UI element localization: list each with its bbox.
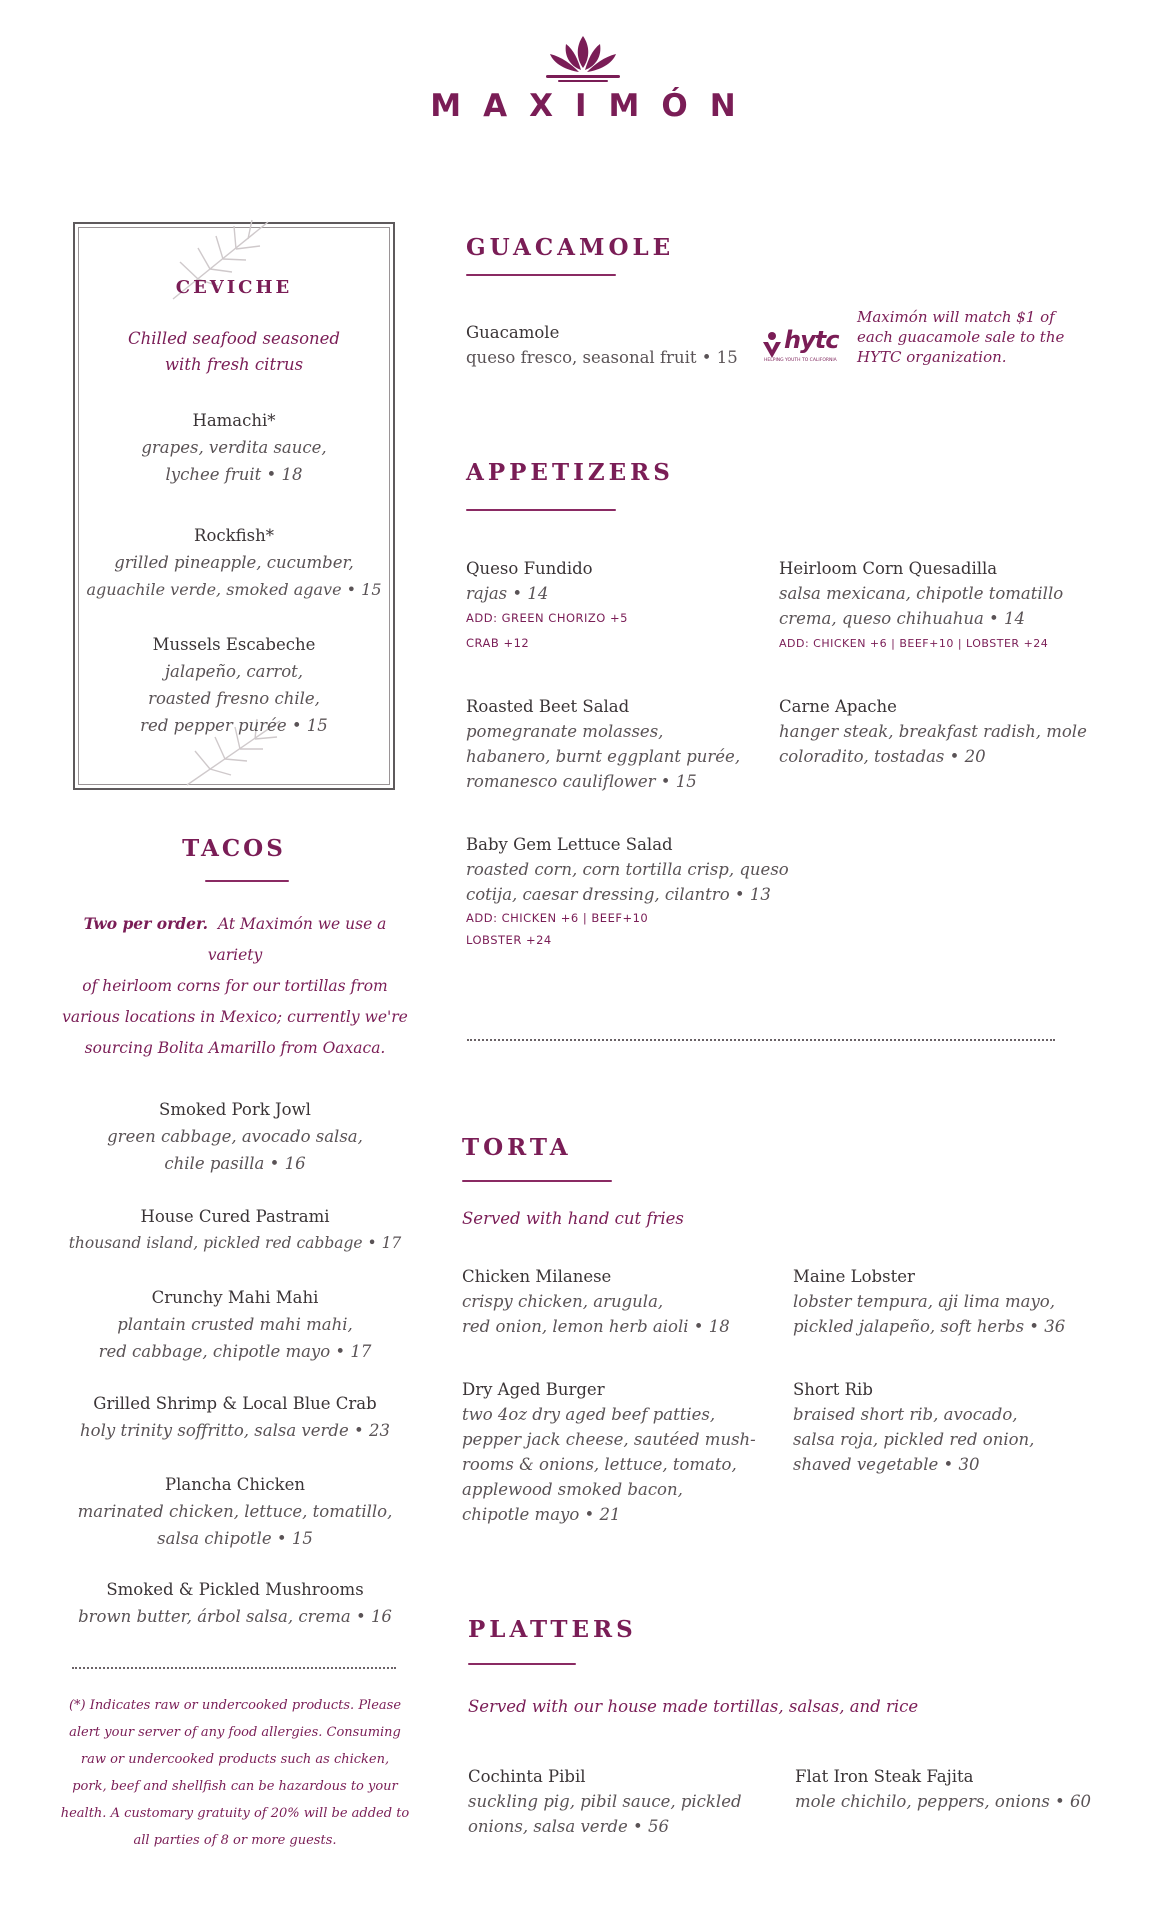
appetizer-item bbox=[779, 694, 1087, 769]
torta-item bbox=[462, 1264, 730, 1339]
item-desc: rooms & onions, lettuce, tomato, bbox=[462, 1455, 737, 1474]
hytc-logo bbox=[760, 326, 850, 366]
item-desc: rajas • 14 bbox=[466, 584, 549, 603]
hytc-match-line: HYTC organization. bbox=[857, 348, 1007, 366]
guacamole-item bbox=[466, 320, 738, 370]
item-desc: salsa roja, pickled red onion, bbox=[793, 1430, 1035, 1449]
item-desc: lobster tempura, aji lima mayo, bbox=[793, 1292, 1055, 1311]
item-add-on: ADD: GREEN CHORIZO +5 bbox=[466, 611, 628, 625]
appetizers-title: APPETIZERS bbox=[466, 459, 674, 486]
item-desc: queso fresco, seasonal fruit • 15 bbox=[466, 348, 738, 367]
item-desc: red onion, lemon herb aioli • 18 bbox=[462, 1317, 730, 1336]
hytc-logo-text: hytc bbox=[784, 326, 839, 354]
item-desc: red cabbage, chipotle mayo • 17 bbox=[98, 1342, 372, 1361]
item-name: Flat Iron Steak Fajita bbox=[795, 1767, 974, 1786]
item-name: Grilled Shrimp & Local Blue Crab bbox=[93, 1394, 377, 1413]
section-rule bbox=[205, 880, 289, 882]
item-desc: holy trinity soffritto, salsa verde • 23 bbox=[80, 1421, 390, 1440]
item-name: Carne Apache bbox=[779, 697, 897, 716]
appetizer-item bbox=[779, 556, 1063, 656]
disclaimer-line: health. A customary gratuity of 20% will be added to bbox=[60, 1806, 410, 1821]
section-rule bbox=[466, 274, 616, 276]
appetizer-item bbox=[466, 694, 740, 794]
item-desc: chipotle mayo • 21 bbox=[462, 1505, 621, 1524]
hytc-match-note bbox=[857, 307, 1064, 367]
ceviche-item bbox=[73, 631, 395, 739]
item-desc: pomegranate molasses, bbox=[466, 722, 664, 741]
item-name: Short Rib bbox=[793, 1380, 873, 1399]
hytc-match-line: each guacamole sale to the bbox=[857, 328, 1065, 346]
torta-item bbox=[462, 1377, 756, 1527]
platter-item bbox=[468, 1764, 742, 1839]
item-desc: grilled pineapple, cucumber, bbox=[114, 553, 354, 572]
hytc-logo-subtext: HELPING YOUTH TO CALIFORNIA bbox=[764, 358, 837, 363]
item-desc: crema, queso chihuahua • 14 bbox=[779, 609, 1026, 628]
item-name: Roasted Beet Salad bbox=[466, 697, 630, 716]
item-desc: onions, salsa verde • 56 bbox=[468, 1817, 670, 1836]
item-name: Crunchy Mahi Mahi bbox=[151, 1288, 319, 1307]
item-name: Mussels Escabeche bbox=[152, 635, 316, 654]
disclaimer-line: pork, beef and shellfish can be hazardous to your bbox=[72, 1779, 398, 1794]
disclaimer-line: alert your server of any food allergies. Consuming bbox=[69, 1725, 401, 1740]
hytc-match-line: Maximón will match $1 of bbox=[857, 308, 1055, 326]
item-desc: green cabbage, avocado salsa, bbox=[107, 1127, 363, 1146]
tacos-title: TACOS bbox=[182, 835, 286, 862]
tacos-intro-line: of heirloom corns for our tortillas from bbox=[82, 977, 388, 995]
appetizer-item bbox=[466, 556, 628, 656]
torta-title: TORTA bbox=[462, 1134, 572, 1161]
taco-item bbox=[60, 1576, 410, 1630]
torta-item bbox=[793, 1377, 1034, 1477]
item-name: Dry Aged Burger bbox=[462, 1380, 605, 1399]
item-desc: salsa chipotle • 15 bbox=[157, 1529, 313, 1548]
tacos-intro-bold: Two per order. bbox=[83, 914, 209, 933]
item-name: Cochinta Pibil bbox=[468, 1767, 586, 1786]
disclaimer bbox=[60, 1692, 410, 1854]
ceviche-subtitle-line: with fresh citrus bbox=[164, 355, 304, 374]
hytc-logo-icon bbox=[760, 330, 784, 360]
item-name: Hamachi* bbox=[192, 411, 276, 430]
item-name: Baby Gem Lettuce Salad bbox=[466, 835, 673, 854]
item-desc: braised short rib, avocado, bbox=[793, 1405, 1018, 1424]
item-desc: lychee fruit • 18 bbox=[165, 465, 303, 484]
item-desc: coloradito, tostadas • 20 bbox=[779, 747, 986, 766]
appetizer-item bbox=[466, 832, 789, 951]
section-rule bbox=[466, 509, 616, 511]
disclaimer-line: raw or undercooked products such as chicken, bbox=[80, 1752, 390, 1767]
tacos-intro-line bbox=[60, 908, 410, 971]
item-name: Heirloom Corn Quesadilla bbox=[779, 559, 998, 578]
disclaimer-line: (*) Indicates raw or undercooked products. Please bbox=[68, 1698, 402, 1713]
item-desc: shaved vegetable • 30 bbox=[793, 1455, 980, 1474]
guacamole-title: GUACAMOLE bbox=[466, 234, 675, 261]
item-name: House Cured Pastrami bbox=[140, 1207, 330, 1226]
item-add-on: ADD: CHICKEN +6 | BEEF+10 | LOBSTER +24 bbox=[779, 637, 1049, 650]
item-desc: chile pasilla • 16 bbox=[164, 1154, 306, 1173]
platters-note: Served with our house made tortillas, salsas, and rice bbox=[468, 1697, 919, 1716]
item-add-on: CRAB +12 bbox=[466, 636, 530, 650]
item-desc: salsa mexicana, chipotle tomatillo bbox=[779, 584, 1064, 603]
tacos-intro-line: sourcing Bolita Amarillo from Oaxaca. bbox=[84, 1039, 386, 1057]
platter-item bbox=[795, 1764, 1091, 1814]
torta-item bbox=[793, 1264, 1065, 1339]
item-name: Smoked & Pickled Mushrooms bbox=[106, 1580, 364, 1599]
item-desc: pickled jalapeño, soft herbs • 36 bbox=[793, 1317, 1066, 1336]
ceviche-subtitle bbox=[73, 326, 395, 378]
brand-logo bbox=[0, 34, 1166, 124]
section-rule bbox=[468, 1663, 576, 1665]
item-desc: thousand island, pickled red cabbage • 17 bbox=[68, 1234, 402, 1252]
ceviche-subtitle-line: Chilled seafood seasoned bbox=[128, 329, 340, 348]
item-desc: crispy chicken, arugula, bbox=[462, 1292, 664, 1311]
item-name: Maine Lobster bbox=[793, 1267, 915, 1286]
item-desc: roasted corn, corn tortilla crisp, queso bbox=[466, 860, 789, 879]
item-name: Plancha Chicken bbox=[165, 1475, 305, 1494]
item-desc: hanger steak, breakfast radish, mole bbox=[779, 722, 1087, 741]
dotted-divider bbox=[467, 1039, 1055, 1041]
taco-item bbox=[60, 1390, 410, 1444]
item-desc: red pepper purée • 15 bbox=[140, 716, 328, 735]
item-name: Chicken Milanese bbox=[462, 1267, 612, 1286]
item-desc: aguachile verde, smoked agave • 15 bbox=[86, 580, 382, 599]
item-name: Rockfish* bbox=[194, 526, 274, 545]
tacos-intro-line: various locations in Mexico; currently we're bbox=[62, 1008, 408, 1026]
item-desc: cotija, caesar dressing, cilantro • 13 bbox=[466, 885, 771, 904]
item-desc: suckling pig, pibil sauce, pickled bbox=[468, 1792, 742, 1811]
item-desc: roasted fresno chile, bbox=[148, 689, 320, 708]
item-desc: jalapeño, carrot, bbox=[164, 662, 304, 681]
item-desc: plantain crusted mahi mahi, bbox=[117, 1315, 353, 1334]
item-name: Guacamole bbox=[466, 323, 560, 342]
item-desc: brown butter, árbol salsa, crema • 16 bbox=[78, 1607, 392, 1626]
lotus-icon bbox=[538, 34, 628, 84]
disclaimer-line: all parties of 8 or more guests. bbox=[133, 1833, 337, 1848]
item-desc: romanesco cauliflower • 15 bbox=[466, 772, 697, 791]
section-rule bbox=[462, 1180, 612, 1182]
taco-item bbox=[60, 1471, 410, 1552]
taco-item bbox=[60, 1096, 410, 1177]
item-desc: pepper jack cheese, sautéed mush- bbox=[462, 1430, 756, 1449]
item-name: Smoked Pork Jowl bbox=[159, 1100, 311, 1119]
item-name: Queso Fundido bbox=[466, 559, 593, 578]
tacos-intro-text: At Maximón we use a variety bbox=[207, 915, 387, 964]
platters-title: PLATTERS bbox=[468, 1616, 637, 1643]
item-desc: two 4oz dry aged beef patties, bbox=[462, 1405, 716, 1424]
ceviche-item bbox=[73, 522, 395, 603]
ceviche-item bbox=[73, 407, 395, 488]
item-desc: applewood smoked bacon, bbox=[462, 1480, 683, 1499]
dotted-divider bbox=[72, 1667, 396, 1669]
item-desc: mole chichilo, peppers, onions • 60 bbox=[795, 1792, 1092, 1811]
brand-name: MAXIMÓN bbox=[430, 88, 758, 124]
ceviche-title: CEVICHE bbox=[175, 277, 293, 298]
item-desc: habanero, burnt eggplant purée, bbox=[466, 747, 741, 766]
item-add-on: ADD: CHICKEN +6 | BEEF+10 bbox=[466, 911, 649, 925]
item-desc: marinated chicken, lettuce, tomatillo, bbox=[77, 1502, 393, 1521]
taco-item bbox=[60, 1203, 410, 1257]
torta-note: Served with hand cut fries bbox=[462, 1209, 684, 1228]
taco-item bbox=[60, 1284, 410, 1365]
item-desc: grapes, verdita sauce, bbox=[141, 438, 327, 457]
tacos-intro bbox=[60, 908, 410, 1064]
item-add-on: LOBSTER +24 bbox=[466, 933, 552, 947]
